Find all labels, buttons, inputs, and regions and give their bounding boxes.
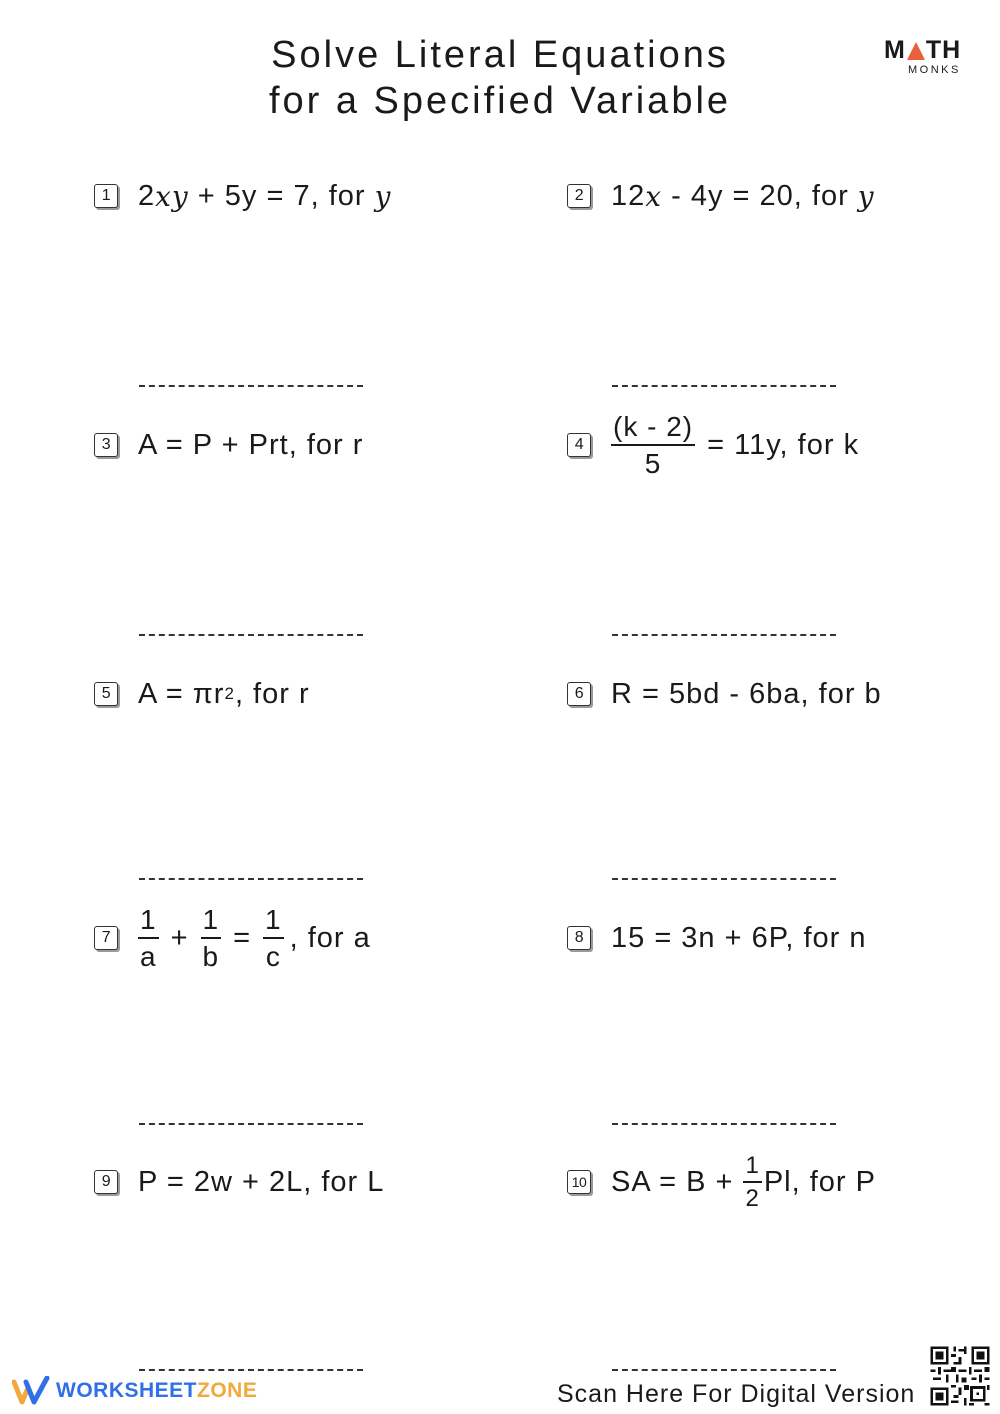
fraction xyxy=(611,410,695,479)
equation: 15 = 3n + 6P, for n xyxy=(611,921,867,954)
problem-number-badge: 7 xyxy=(94,926,118,950)
equation-text: , for r xyxy=(234,677,310,710)
triangle-icon xyxy=(907,42,925,60)
fraction-denominator: 2 xyxy=(745,1184,760,1212)
exponent: 2 xyxy=(224,684,235,703)
answer-line[interactable] xyxy=(139,1123,363,1125)
problem-6 xyxy=(567,664,882,724)
fraction xyxy=(201,903,222,972)
worksheetzone-w-icon xyxy=(12,1376,50,1406)
equation xyxy=(138,678,310,711)
fraction-bar xyxy=(263,937,284,939)
equation: P = 2w + 2L, for L xyxy=(138,1165,385,1198)
fraction-denominator: b xyxy=(202,940,220,972)
problem-4 xyxy=(567,410,860,479)
equation-variable: y xyxy=(374,179,392,213)
problem-2 xyxy=(567,166,875,226)
equation: A = P + Prt, for r xyxy=(138,428,364,461)
fraction-bar xyxy=(138,937,159,939)
equation-text: A = πr xyxy=(138,677,225,710)
equation-text: 2 xyxy=(138,179,156,212)
brand-part-a: WORKSHEET xyxy=(56,1379,197,1402)
math-monks-logo xyxy=(884,38,964,76)
fraction-numerator: 1 xyxy=(265,903,282,935)
logo-subtitle: MONKS xyxy=(908,64,961,76)
fraction-denominator: c xyxy=(265,940,281,972)
problem-1 xyxy=(94,166,391,226)
operator: = xyxy=(233,921,252,954)
equation: R = 5bd - 6ba, for b xyxy=(611,677,882,710)
problem-7 xyxy=(94,903,371,972)
problem-5 xyxy=(94,664,310,724)
equation-text: SA = B + xyxy=(611,1165,734,1198)
answer-line[interactable] xyxy=(612,634,836,636)
problem-number-badge: 10 xyxy=(567,1170,591,1194)
problem-number-badge: 2 xyxy=(567,184,591,208)
brand-part-b: ZONE xyxy=(197,1379,258,1402)
answer-line[interactable] xyxy=(612,878,836,880)
scan-caption: Scan Here For Digital Version xyxy=(557,1380,916,1408)
fraction-bar xyxy=(611,444,695,446)
fraction-numerator: 1 xyxy=(745,1151,760,1179)
equation xyxy=(611,410,860,479)
equation xyxy=(138,903,371,972)
equation-text: + 5y = 7, for xyxy=(188,179,375,212)
problem-number-badge: 6 xyxy=(567,682,591,706)
operator: + xyxy=(170,921,189,954)
fraction-numerator: (k - 2) xyxy=(613,410,694,442)
answer-line[interactable] xyxy=(612,1369,836,1371)
problem-10 xyxy=(567,1152,876,1212)
fraction-numerator: 1 xyxy=(202,903,220,935)
equation-text: = 11y, for k xyxy=(707,428,860,461)
logo-letter-m: M xyxy=(884,36,906,64)
page-title-line-2: for a Specified Variable xyxy=(268,80,732,122)
fraction xyxy=(138,903,159,972)
equation xyxy=(138,180,391,213)
equation-text: , for a xyxy=(289,921,371,954)
equation-variable: y xyxy=(857,179,875,213)
equation-text: - 4y = 20, for xyxy=(662,179,858,212)
qr-code-icon[interactable] xyxy=(928,1344,992,1408)
answer-line[interactable] xyxy=(139,878,363,880)
problem-9 xyxy=(94,1152,384,1212)
equation-text: 12 xyxy=(611,179,646,212)
answer-line[interactable] xyxy=(139,634,363,636)
equation-variable: x xyxy=(645,179,663,213)
equation-text: Pl, for P xyxy=(763,1165,876,1198)
problem-number-badge: 3 xyxy=(94,433,118,457)
worksheetzone-logo[interactable] xyxy=(12,1376,257,1406)
fraction-numerator: 1 xyxy=(140,903,157,935)
page-title-line-1: Solve Literal Equations xyxy=(271,34,729,76)
answer-line[interactable] xyxy=(139,385,363,387)
equation-variable: xy xyxy=(155,179,189,213)
equation xyxy=(611,180,875,213)
problem-number-badge: 5 xyxy=(94,682,118,706)
problem-8 xyxy=(567,908,867,968)
problem-number-badge: 9 xyxy=(94,1170,118,1194)
worksheetzone-wordmark xyxy=(56,1379,257,1403)
fraction-denominator: a xyxy=(140,940,157,972)
answer-line[interactable] xyxy=(139,1369,363,1371)
answer-line[interactable] xyxy=(612,1123,836,1125)
problem-number-badge: 8 xyxy=(567,926,591,950)
fraction-bar xyxy=(743,1181,761,1183)
fraction-denominator: 5 xyxy=(644,447,662,479)
equation xyxy=(611,1151,876,1212)
problem-number-badge: 1 xyxy=(94,184,118,208)
logo-letters-th: TH xyxy=(925,36,962,64)
fraction-bar xyxy=(201,937,222,939)
fraction xyxy=(743,1151,761,1212)
problem-number-badge: 4 xyxy=(567,433,591,457)
answer-line[interactable] xyxy=(612,385,836,387)
fraction xyxy=(263,903,284,972)
problem-3 xyxy=(94,415,363,475)
